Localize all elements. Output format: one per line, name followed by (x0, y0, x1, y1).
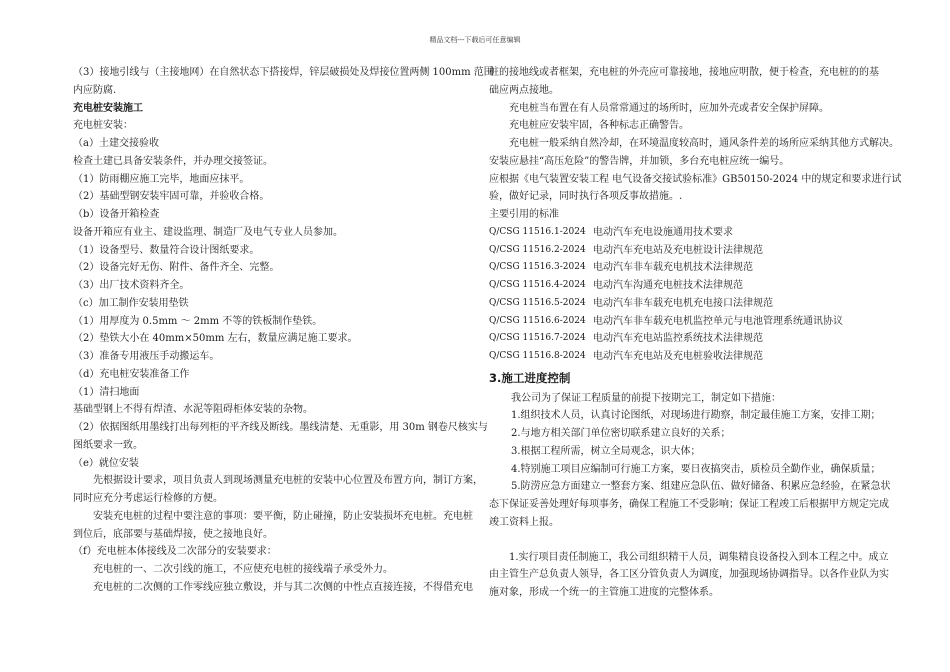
list-item: 5.防涝应急方面建立一整套方案、组建应急队伍、做好储备、积累应急经验，在紧急状 (511, 481, 891, 493)
standard-code: Q/CSG 11516.1-2024 (489, 226, 586, 237)
paragraph-line: 充电桩一般采纳自然冷却，在环境温度较高时，通风条件差的场所应采纳其他方式解决。 (509, 138, 899, 149)
paragraph-line: 我公司为了保证工程质量的前提下按期完工，制定如下措施： (511, 392, 781, 404)
standard-item (489, 348, 879, 366)
standard-item (489, 313, 879, 331)
standard-item (489, 242, 879, 260)
paragraph-line: 由主管生产总负责人领导，各工区分管负责人为调度，加强现场协调指导。以各作业队为实 (489, 569, 889, 581)
paragraph-line: 主要引用的标准 (489, 209, 559, 220)
paragraph-line: 充电桩当布置在有人员常常通过的场所时，应加外壳或者安全保护屏障。 (509, 102, 829, 114)
paragraph-line: 桩的接地线或者框架，充电桩的外壳应可靠接地，接地应明散，便于检查，充电桩的的基 (489, 67, 879, 78)
paragraph-line: （1）防雨棚应施工完毕，地面应抹平。 (73, 173, 250, 185)
standard-name: 电动汽车非车载充电机技术法律规范 (593, 262, 753, 274)
paragraph-line: （b）设备开箱检查 (73, 209, 160, 220)
list-item: 1.组织技术人员，认真讨论图纸，对现场进行勘察，制定最佳施工方案，安排工期； (511, 410, 881, 422)
paragraph-line: 充电桩安装： (73, 120, 133, 132)
standard-code: Q/CSG 11516.2-2024 (489, 244, 586, 255)
spacer (489, 532, 879, 549)
paragraph-line: （1）清扫地面 (73, 386, 140, 398)
standard-item (489, 224, 879, 242)
paragraph-line: 检查土建已具备安装条件，并办理交接签证。 (73, 155, 273, 167)
standard-name: 电动汽车充电站及充电桩设计法律规范 (593, 244, 763, 256)
paragraph-line: 安装充电桩的过程中要注意的事项：要平衡，防止碰撞，防止安装损坏充电桩。充电桩 (93, 510, 473, 522)
standard-name: 电动汽车非车载充电机监控单元与电池管理系统通讯协议 (593, 315, 843, 327)
paragraph-line: 充电桩的二次侧的工作零线应独立敷设，并与其二次侧的中性点直接连接，不得借充电 (93, 581, 473, 593)
standard-item (489, 277, 879, 295)
standard-item (489, 295, 879, 313)
paragraph-line: （f）充电桩本体接线及二次部分的安装要求： (73, 546, 277, 558)
standard-code: Q/CSG 11516.7-2024 (489, 333, 586, 344)
standard-code: Q/CSG 11516.4-2024 (489, 280, 586, 290)
paragraph-line: 同时应充分考虑运行检修的方便。 (73, 493, 223, 504)
left-column (73, 64, 494, 597)
page-header: 精品文档---下载后可任意编辑 (429, 36, 521, 44)
standard-name: 电动汽车充电站及充电桩验收法律规范 (593, 351, 763, 362)
paragraph-line: （c）加工制作安装用垫铁 (73, 297, 189, 309)
list-item: 4.特别施工项目应编制可行施工方案，要日夜搞突击，质检员全勤作业，确保质量； (511, 463, 881, 475)
paragraph-line: 态下保证妥善处理好每项事务，确保工程施工不受影响；保证工程竣工后根据甲方规定完成 (489, 499, 889, 510)
paragraph-line: （2）依据图纸用墨线打出每列柜的平齐线及断线。墨线清楚、无重影，用 30m 钢卷尺核实与 (73, 422, 488, 433)
paragraph-line: 竣工资料上报。 (489, 516, 559, 528)
paragraph-line: 充电桩应安装牢固，各种标志正确警告。 (509, 120, 689, 132)
paragraph-line: （d）充电桩安装准备工作 (73, 368, 190, 380)
paragraph-line: （2）设备完好无伤、附件、备件齐全、完整。 (73, 262, 280, 274)
paragraph-line: （3）准备专用液压手动搬运车。 (73, 351, 220, 362)
paragraph-line: 内应防腐. (73, 84, 117, 96)
paragraph-line: （1）用厚度为 0.5mm ～ 2mm 不等的铁板制作垫铁。 (73, 315, 323, 327)
standard-code: Q/CSG 11516.5-2024 (489, 297, 586, 308)
section-heading: 充电桩安装施工 (73, 102, 143, 114)
standard-code: Q/CSG 11516.6-2024 (489, 315, 586, 326)
paragraph-line: 础应两点接地。 (489, 84, 559, 96)
standard-name: 电动汽车沟通充电桩技术法律规范 (593, 280, 743, 291)
paragraph-line: 到位后，底部要与基础焊接，使之接地良好。 (73, 528, 273, 540)
paragraph-line: 施对象，形成一个统一的主管施工进度的完整体系。 (489, 587, 719, 598)
paragraph-line: （2）垫铁大小在 40mm×50mm 左右，数量应满足施工要求。 (73, 333, 358, 345)
standard-item (489, 259, 879, 277)
section-title: 3.施工进度控制 (489, 370, 571, 385)
paragraph-line: 基础型钢上不得有焊渣、水泥等阻碍柜体安装的杂物。 (73, 404, 313, 416)
paragraph-line: （2）基础型钢安装牢固可靠，并验收合格。 (73, 191, 270, 203)
list-item: 3.根据工程所需，树立全局观念，识大体； (511, 445, 701, 457)
paragraph-line: 安装应悬挂“高压危险”的警告牌，并加锁，多台充电桩应统一编号。 (489, 155, 790, 167)
paragraph-line: 应根据《电气装置安装工程 电气设备交接试验标准》GB50150-2024 中的规定和要求进行试 (489, 173, 902, 185)
standard-name: 电动汽车充电站监控系统技术法律规范 (593, 333, 763, 345)
paragraph-line: （e）就位安装 (73, 457, 139, 469)
standard-name: 电动汽车非车载充电机充电接口法律规范 (593, 297, 773, 309)
paragraph-line: （3）接地引线与（主接地网）在自然状态下搭接焊，锌层破损处及焊接位置两侧 100mm 范围 (73, 67, 494, 78)
paragraph-line: 充电桩的一、二次引线的施工，不应使充电桩的接线端子承受外力。 (93, 564, 393, 575)
paragraph-line: （3）出厂技术资料齐全。 (73, 280, 190, 291)
paragraph-line: 验，做好记录，同时执行各项反事故措施。. (489, 191, 683, 203)
right-column (489, 64, 902, 602)
paragraph-line: 1.实行项目责任制施工，我公司组织精干人员，调集精良设备投入到本工程之中。成立 (509, 551, 889, 563)
standard-code: Q/CSG 11516.3-2024 (489, 262, 586, 273)
list-item: 2.与地方相关部门单位密切联系建立良好的关系； (511, 428, 731, 439)
paragraph-line: （1）设备型号、数量符合设计图纸要求。 (73, 244, 260, 256)
paragraph-line: （a）土建交接验收 (73, 138, 159, 149)
paragraph-line: 设备开箱应有业主、建设监理、制造厂及电气专业人员参加。 (73, 226, 343, 238)
paragraph-line: 图纸要求一致。 (73, 439, 143, 451)
standard-item (489, 330, 879, 348)
paragraph-line: 先根据设计要求，项目负责人到现场测量充电桩的安装中心位置及布置方向，制订方案， (93, 475, 483, 487)
standard-code: Q/CSG 11516.8-2024 (489, 351, 586, 361)
standard-name: 电动汽车充电设施通用技术要求 (593, 226, 733, 238)
